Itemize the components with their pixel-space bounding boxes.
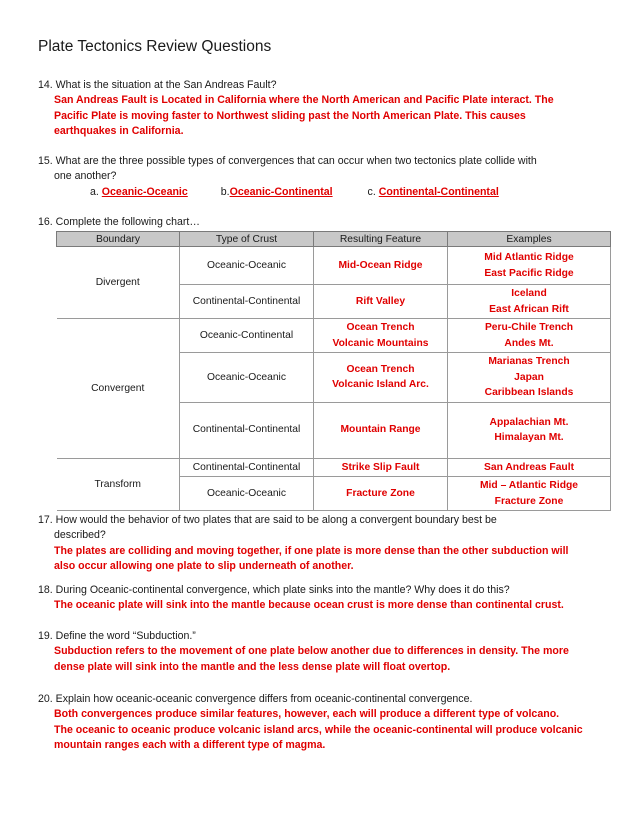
examples-cell: San Andreas Fault <box>448 458 611 477</box>
answer-19-line: dense plate will sink into the mantle and the less dense plate will float overtop. <box>54 660 451 673</box>
option-a: a. Oceanic-Oceanic <box>90 185 188 198</box>
answer-14-line: San Andreas Fault is Located in California where the North American and Pacific Plate interact. The <box>54 94 554 107</box>
boundary-divergent: Divergent <box>57 247 180 319</box>
answer-14-line: Pacific Plate is moving faster to Northwest sliding past the North American Plate. This causes <box>54 109 526 122</box>
question-15 <box>38 154 603 200</box>
chart-header-row <box>57 232 611 247</box>
option-b: b.Oceanic-Continental <box>220 185 333 198</box>
answer-18-line: The oceanic plate will sink into the mantle because ocean crust is more dense than continental crust. <box>54 599 564 612</box>
table-row <box>57 247 611 285</box>
examples-cell: Marianas Trench Japan Caribbean Islands <box>448 353 611 403</box>
question-19 <box>38 629 603 675</box>
answer-20-line: mountain ranges each with a different type of magma. <box>54 739 326 752</box>
feature-cell: Strike Slip Fault <box>314 458 448 477</box>
answer-17-line: also occur allowing one plate to slip underneath of another. <box>54 560 354 573</box>
header-examples: Examples <box>448 232 611 247</box>
crust-cell: Oceanic-Continental <box>180 319 314 353</box>
page-title: Plate Tectonics Review Questions <box>38 38 272 55</box>
table-row <box>57 458 611 477</box>
question-16 <box>38 215 603 230</box>
question-17-text-cont: described? <box>54 529 106 542</box>
boundary-convergent: Convergent <box>57 319 180 459</box>
examples-cell: Peru-Chile Trench Andes Mt. <box>448 319 611 353</box>
header-boundary: Boundary <box>57 232 180 247</box>
answer-20-line: The oceanic to oceanic produce volcanic island arcs, while the oceanic-continental will produce volcanic <box>54 723 583 736</box>
question-18-text: 18. During Oceanic-continental convergence, which plate sinks into the mantle? Why does it do this? <box>38 584 510 596</box>
answer-19-line: Subduction refers to the movement of one plate below another due to differences in density. The more <box>54 645 569 658</box>
examples-cell: Mid – Atlantic Ridge Fracture Zone <box>448 477 611 511</box>
boundary-chart <box>56 231 611 511</box>
feature-cell: Fracture Zone <box>314 477 448 511</box>
question-20 <box>38 692 603 754</box>
crust-cell: Oceanic-Oceanic <box>180 353 314 403</box>
question-14-text: 14. What is the situation at the San Andreas Fault? <box>38 79 277 91</box>
crust-cell: Continental-Continental <box>180 458 314 477</box>
question-15-text-cont: one another? <box>54 170 117 183</box>
examples-cell: Iceland East African Rift <box>448 285 611 319</box>
question-14 <box>38 78 603 140</box>
header-feature: Resulting Feature <box>314 232 448 247</box>
examples-cell: Appalachian Mt. Himalayan Mt. <box>448 402 611 458</box>
feature-cell: Mid-Ocean Ridge <box>314 247 448 285</box>
answer-17-line: The plates are colliding and moving together, if one plate is more dense than the other subduction will <box>54 544 569 557</box>
crust-cell: Continental-Continental <box>180 402 314 458</box>
question-17 <box>38 513 603 575</box>
boundary-transform: Transform <box>57 458 180 511</box>
question-19-text: 19. Define the word “Subduction.” <box>38 630 196 642</box>
header-crust: Type of Crust <box>180 232 314 247</box>
answer-20-line: Both convergences produce similar features, however, each will produce a different type of volcano. <box>54 708 560 721</box>
options-row <box>38 185 603 200</box>
question-16-text: 16. Complete the following chart… <box>38 216 200 228</box>
question-15-text: 15. What are the three possible types of convergences that can occur when two tectonics plate collide with <box>38 155 537 167</box>
question-20-text: 20. Explain how oceanic-oceanic convergence differs from oceanic-continental convergence. <box>38 693 473 705</box>
feature-cell: Ocean Trench Volcanic Island Arc. <box>314 353 448 403</box>
answer-14-line: earthquakes in California. <box>54 125 184 138</box>
crust-cell: Continental-Continental <box>180 285 314 319</box>
option-c: c. Continental-Continental <box>367 185 499 198</box>
question-17-text: 17. How would the behavior of two plates that are said to be along a convergent boundary best be <box>38 514 497 526</box>
feature-cell: Rift Valley <box>314 285 448 319</box>
crust-cell: Oceanic-Oceanic <box>180 247 314 285</box>
examples-cell: Mid Atlantic Ridge East Pacific Ridge <box>448 247 611 285</box>
feature-cell: Ocean Trench Volcanic Mountains <box>314 319 448 353</box>
feature-cell: Mountain Range <box>314 402 448 458</box>
question-18 <box>38 583 603 614</box>
table-row <box>57 319 611 353</box>
crust-cell: Oceanic-Oceanic <box>180 477 314 511</box>
